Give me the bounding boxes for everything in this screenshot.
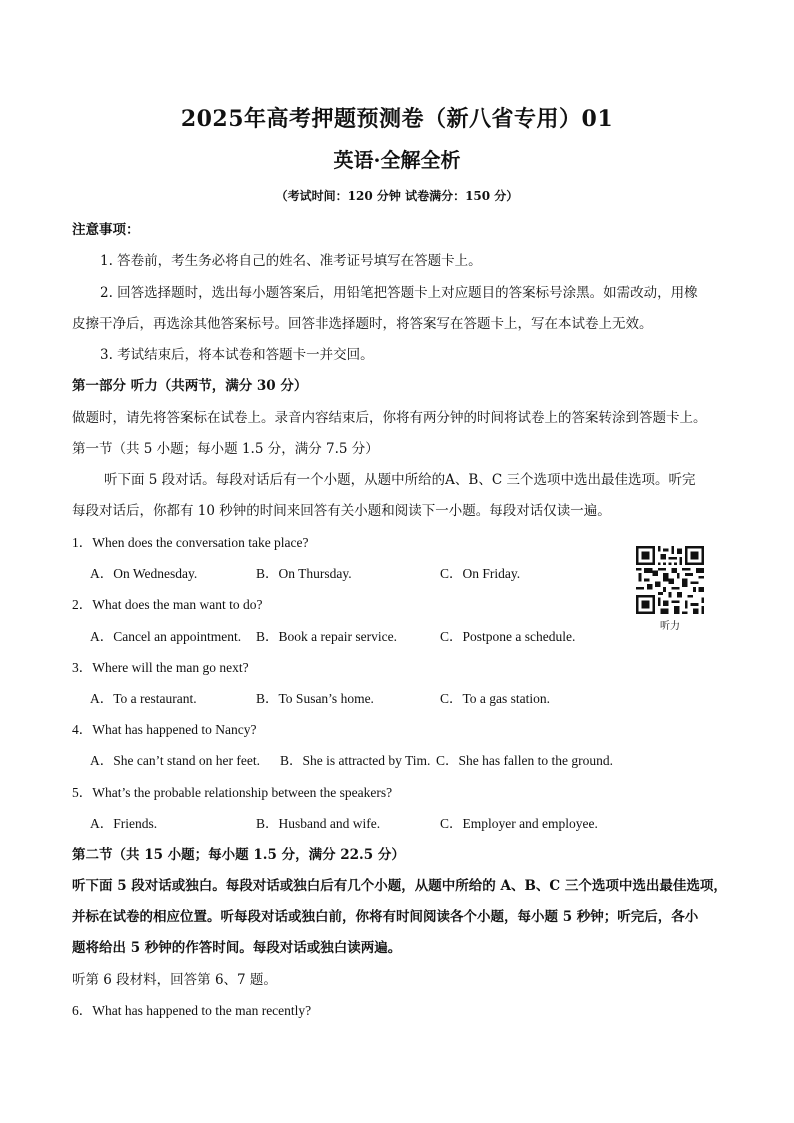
option-c: C．Postpone a schedule. (440, 629, 576, 644)
part1-heading: 第一部分 听力（共两节，满分 30 分） (72, 378, 308, 394)
question-1: 1．When does the conversation take place? (72, 535, 309, 550)
option-c: C．On Friday. (440, 566, 521, 581)
note-item: 1. 答卷前，考生务必将自己的姓名、准考证号填写在答题卡上。 (100, 253, 482, 269)
section2-heading: 第二节（共 15 小题；每小题 1.5 分，满分 22.5 分） (72, 847, 405, 863)
option-a: A．Cancel an appointment. (90, 629, 242, 644)
section1-intro: 每段对话后，你都有 10 秒钟的时间来回答有关小题和阅读下一小题。每段对话仅读一遍。 (72, 503, 611, 519)
section1-intro: 听下面 5 段对话。每段对话后有一个小题，从题中所给的A、B、C 三个选项中选出最佳选项。听完 (104, 472, 696, 488)
section2-intro: 题将给出 5 秒钟的作答时间。每段对话或独白读两遍。 (72, 940, 402, 956)
question-6: 6．What has happened to the man recently? (72, 1003, 312, 1018)
section1-heading: 第一节（共 5 小题；每小题 1.5 分，满分 7.5 分） (72, 441, 379, 457)
option-b: B．Husband and wife. (256, 816, 381, 831)
option-a: A．Friends. (90, 816, 158, 831)
question-2: 2．What does the man want to do? (72, 597, 263, 612)
notes-heading: 注意事项： (72, 222, 140, 238)
material-instruction: 听第 6 段材料，回答第 6、7 题。 (72, 972, 277, 988)
option-a: A．She can’t stand on her feet. (90, 753, 260, 768)
option-b: B．To Susan’s home. (256, 691, 374, 706)
option-c: C．To a gas station. (440, 691, 551, 706)
note-item: 3. 考试结束后，将本试卷和答题卡一并交回。 (100, 347, 374, 363)
question-5: 5．What’s the probable relationship between the speakers? (72, 785, 393, 800)
question-4: 4．What has happened to Nancy? (72, 722, 257, 737)
section2-intro: 并标在试卷的相应位置。听每段对话或独白前，你将有时间阅读各个小题，每小题 5 秒钟；听完后，各小 (72, 909, 699, 925)
note-item: 皮擦干净后，再选涂其他答案标号。回答非选择题时，将答案写在答题卡上，写在本试卷上无效。 (72, 316, 653, 332)
section2-intro: 听下面 5 段对话或独白。每段对话或独白后有几个小题，从题中所给的 A、B、C 三个选项中选出最佳选项， (72, 878, 727, 894)
option-a: A．On Wednesday. (90, 566, 198, 581)
question-3: 3．Where will the man go next? (72, 660, 249, 675)
qr-label: 听力 (660, 621, 680, 632)
option-c: C．Employer and employee. (440, 816, 598, 831)
exam-time-info: （考试时间：120 分钟 试卷满分：150 分） (275, 189, 519, 203)
option-c: C．She has fallen to the ground. (436, 753, 613, 768)
page-title: 2025年高考押题预测卷（新八省专用）01 (180, 106, 614, 132)
part1-instruction: 做题时，请先将答案标在试卷上。录音内容结束后，你将有两分钟的时间将试卷上的答案转涂到答题卡上。 (72, 410, 707, 426)
note-item: 2. 回答选择题时，选出每小题答案后，用铅笔把答题卡上对应题目的答案标号涂黑。如需改动，用橡 (100, 285, 698, 301)
page-subtitle: 英语·全解全析 (333, 148, 461, 172)
option-b: B．On Thursday. (256, 566, 352, 581)
option-b: B．She is attracted by Tim. (280, 753, 431, 768)
option-b: B．Book a repair service. (256, 629, 397, 644)
qr-code-icon[interactable] (636, 546, 704, 614)
option-a: A．To a restaurant. (90, 691, 197, 706)
